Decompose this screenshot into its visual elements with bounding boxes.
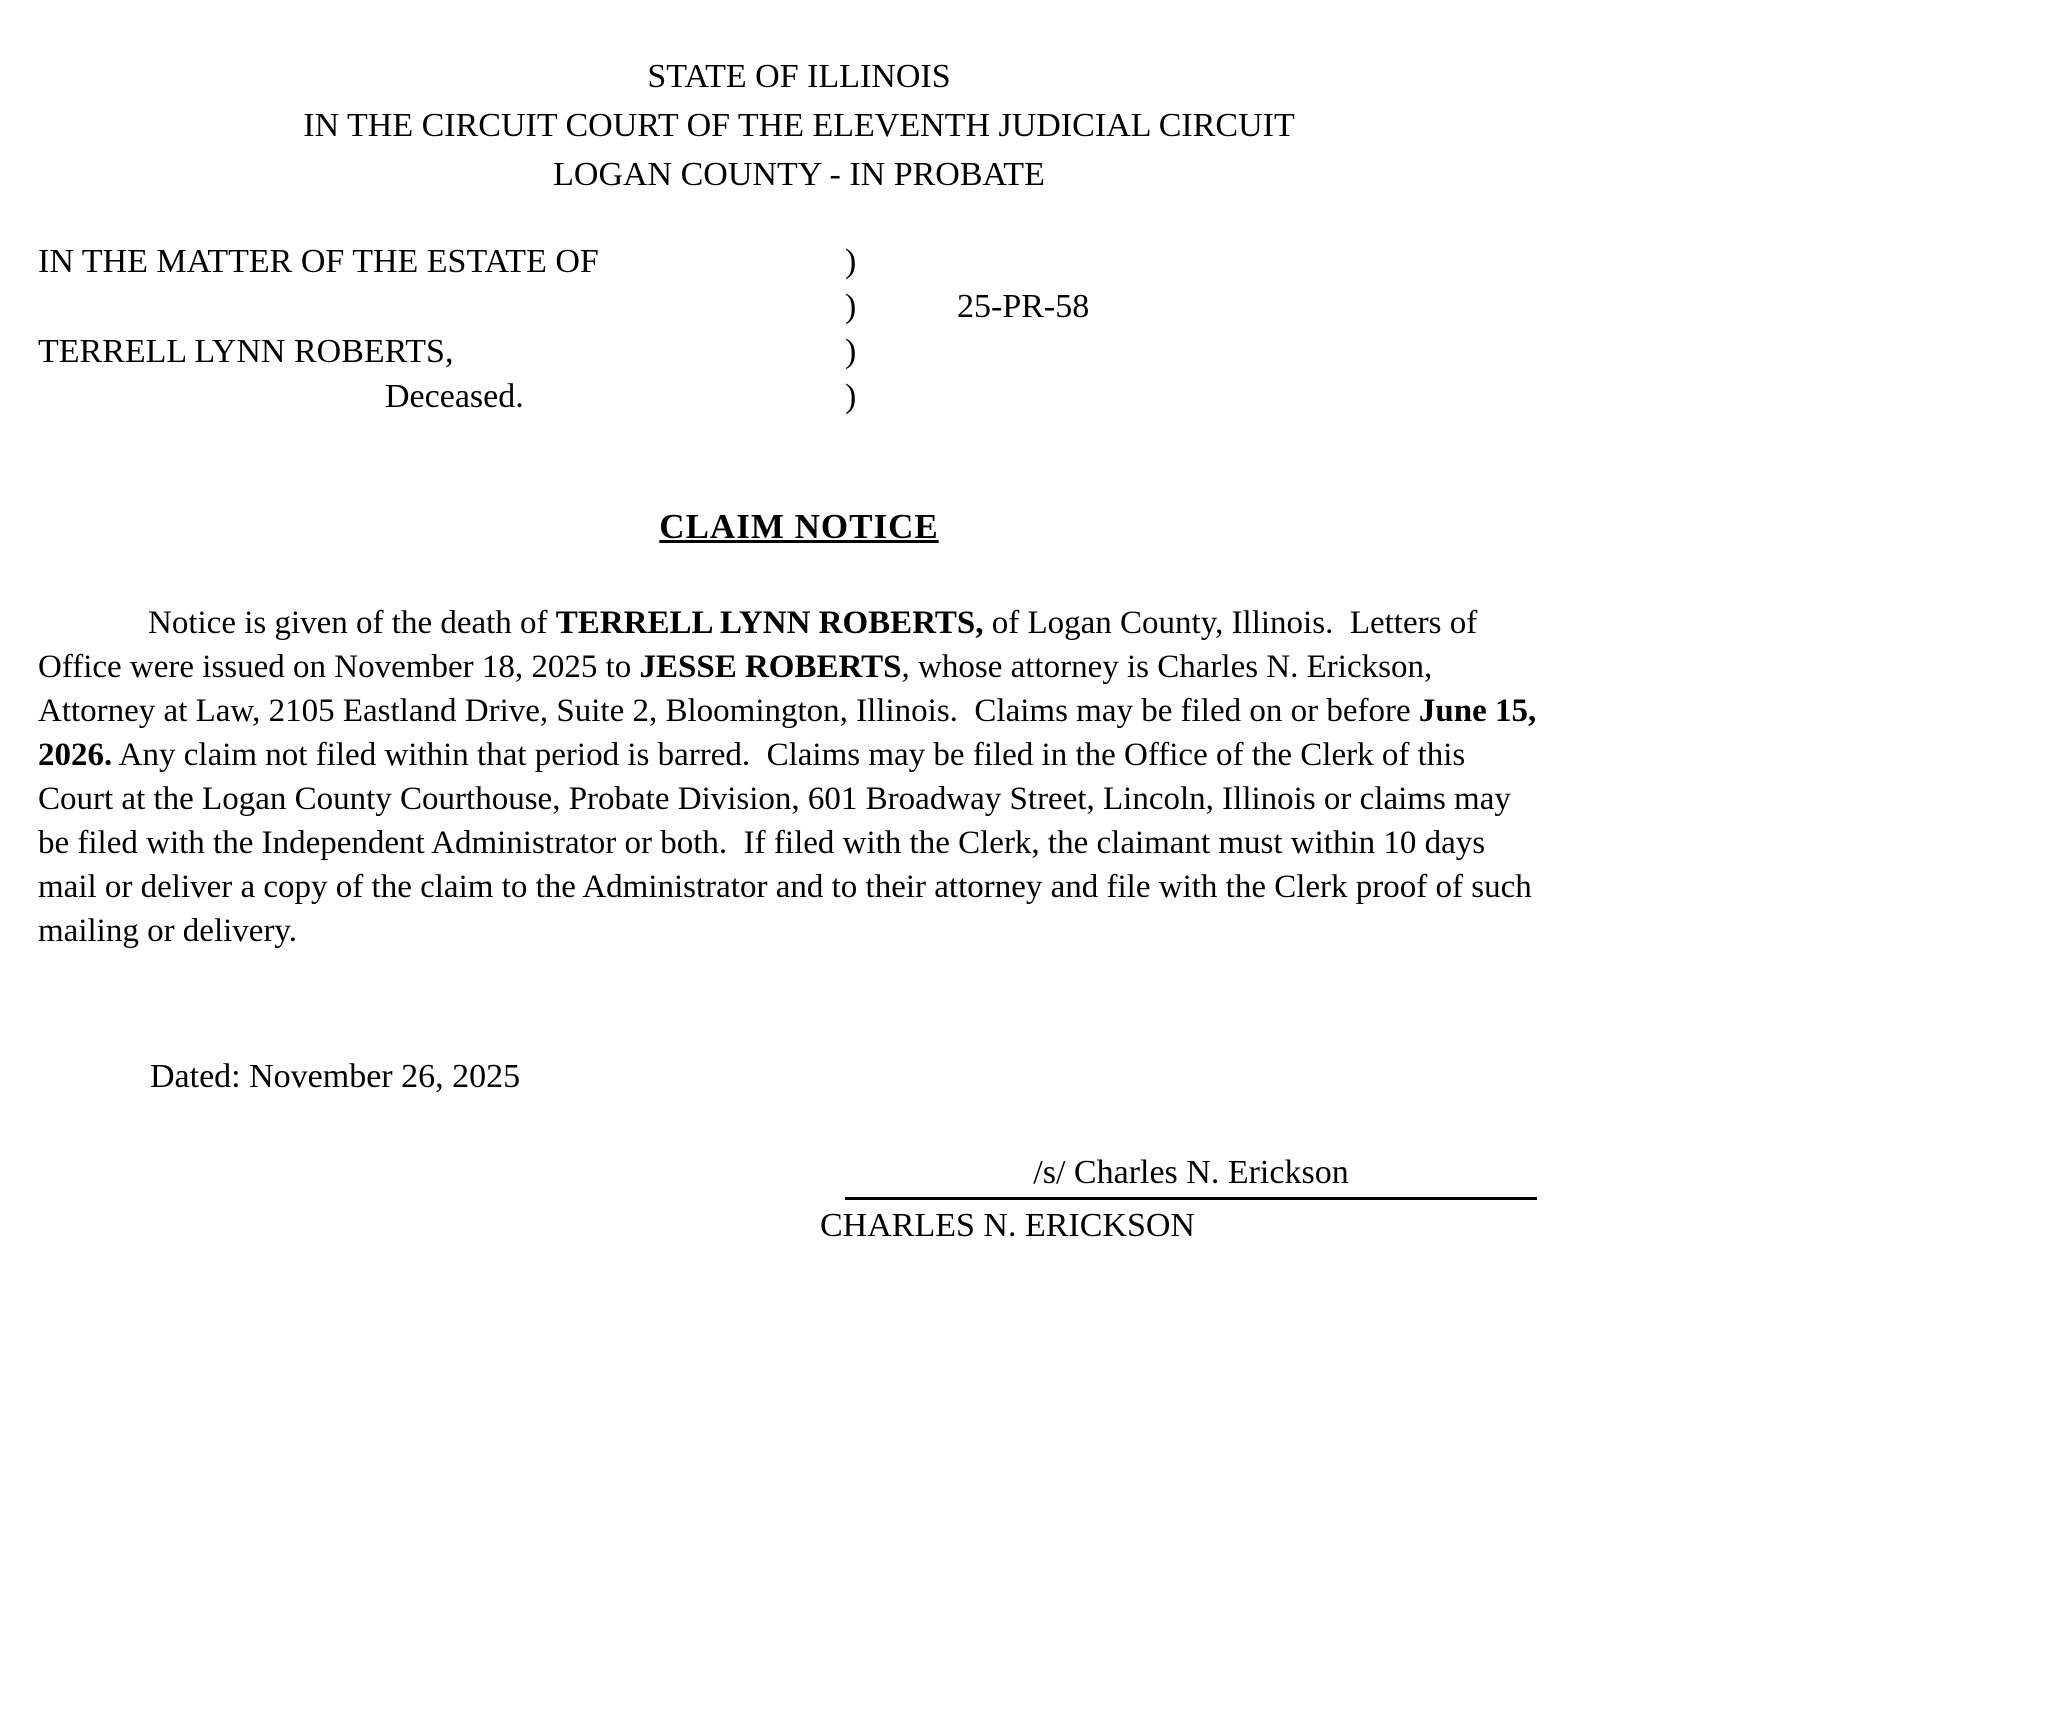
signature-line: /s/ Charles N. Erickson	[845, 1151, 1537, 1200]
caption-paren: )	[845, 378, 857, 415]
body-segment: Notice is given of the death of	[148, 605, 556, 641]
case-caption	[38, 239, 1560, 419]
signature-printed-name: CHARLES N. ERICKSON	[820, 1207, 1195, 1244]
administrator-name-bold: JESSE ROBERTS	[639, 649, 902, 685]
dated-line: Dated: November 26, 2025	[150, 1058, 521, 1095]
claim-notice-body	[38, 601, 1545, 953]
court-header	[38, 52, 1560, 199]
body-segment: of Logan County, Illinois. Letters of Office were issued on November 18, 2025 to	[38, 605, 1486, 685]
caption-matter-line: IN THE MATTER OF THE ESTATE OF	[38, 243, 599, 280]
decedent-name-bold: TERRELL LYNN ROBERTS,	[555, 605, 984, 641]
caption-decedent-name: TERRELL LYNN ROBERTS,	[38, 333, 454, 370]
case-number: 25-PR-58	[957, 288, 1090, 325]
body-segment: , whose attorney is Charles N. Erickson, Attorney at Law, 2105 Eastland Drive, Suite 2, Bloomington, Illinois. Claims may be filed on or before	[38, 649, 1439, 729]
header-court-line: IN THE CIRCUIT COURT OF THE ELEVENTH JUDICIAL CIRCUIT	[303, 107, 1295, 144]
header-state-line: STATE OF ILLINOIS	[647, 58, 951, 95]
document-title: CLAIM NOTICE	[659, 507, 939, 546]
caption-paren: )	[845, 333, 857, 370]
claim-deadline-bold: June 15, 2026.	[38, 693, 1545, 773]
caption-paren: )	[845, 288, 857, 325]
caption-deceased-label: Deceased.	[385, 378, 524, 415]
header-county-line: LOGAN COUNTY - IN PROBATE	[553, 156, 1045, 193]
body-segment: Any claim not filed within that period is barred. Claims may be filed in the Office of the Clerk of this Court at the Logan County Courthouse, Probate Division, 601 Broadway Street, Lincoln, Illinois or claims may be filed with the Independent Administrator or both. If filed with the Clerk, the claimant must within 10 days mail or deliver a copy of the claim to the Administrator and to their attorney and file with the Clerk proof of such mailing or delivery.	[38, 737, 1540, 949]
signature-block	[38, 1151, 1560, 1248]
caption-paren: )	[845, 243, 857, 280]
